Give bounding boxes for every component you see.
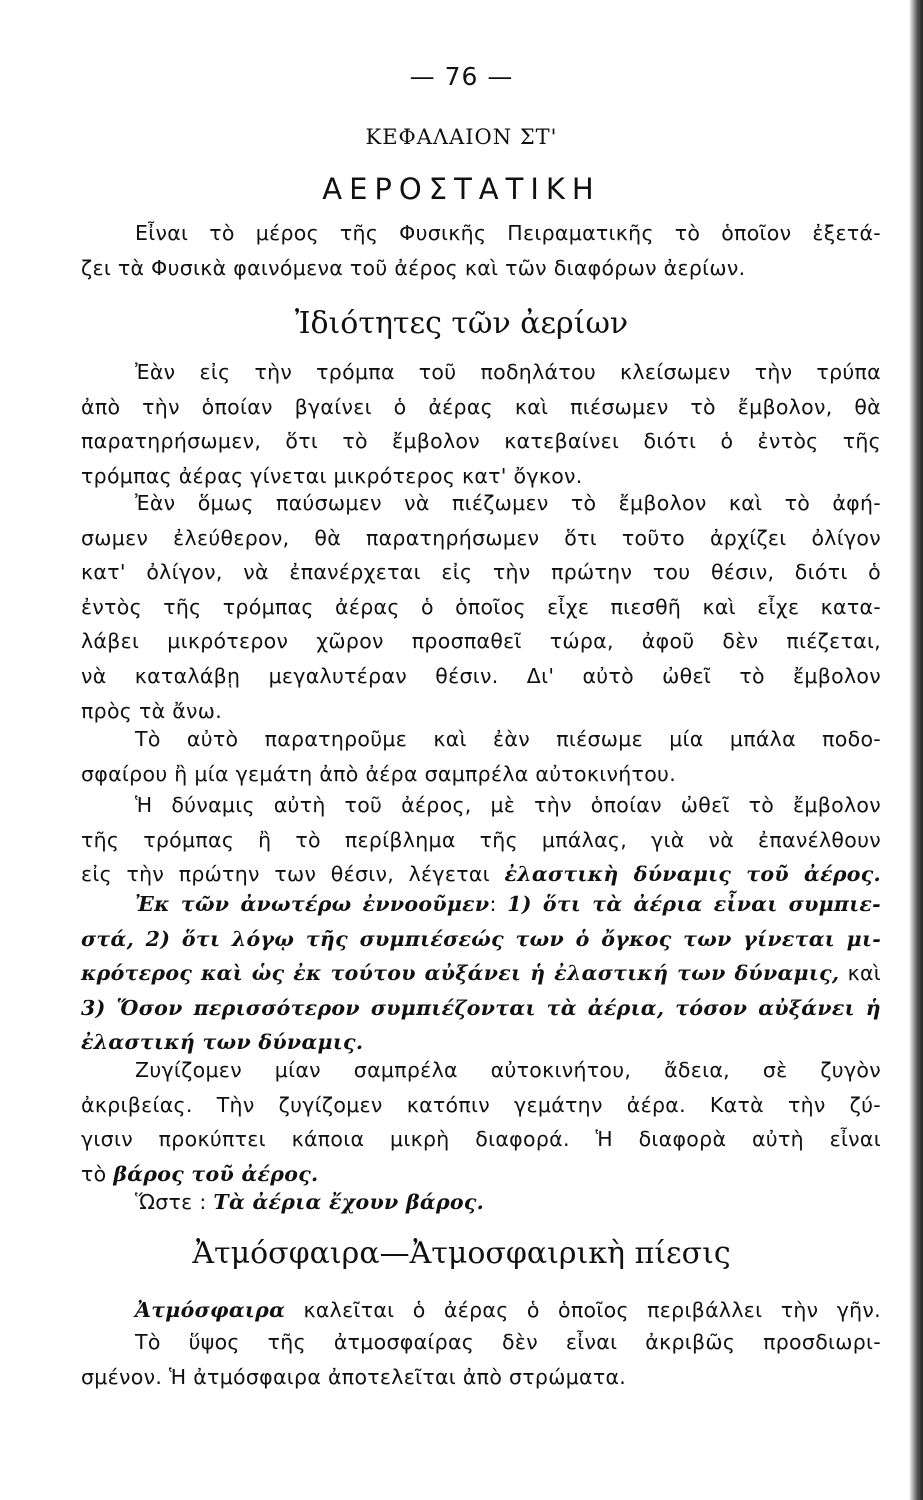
text-line: γισιν προκύπτει κάποια μικρὴ διαφορά. Ἡ διαφορὰ αὐτὴ εἶναι	[81, 1127, 881, 1152]
page-edge-shadow	[909, 0, 923, 1500]
text-plain: καὶ	[847, 961, 881, 986]
section-heading-gas-properties: Ἰδιότητες τῶν ἀερίων	[294, 306, 629, 341]
paragraph-ball	[81, 722, 881, 791]
intro-paragraph	[81, 216, 881, 285]
text-plain: τὸ	[81, 1161, 107, 1186]
text-emphasis: κρότερος καὶ ὡς ἐκ τούτου αὐξάνει ἡ ἐλαστική των δύναμις,	[81, 961, 840, 986]
chapter-label: ΚΕΦΑΛΑΙΟΝ ΣΤ'	[365, 125, 558, 149]
text-line	[81, 956, 881, 991]
paragraph-atmosphere-def	[81, 1293, 881, 1328]
chapter-title: ΑΕΡΟΣΤΑΤΙΚΗ	[322, 172, 601, 206]
text-line: σωμεν ἐλεύθερον, θὰ παρατηρήσωμεν ὅτι τοῦτο ἀρχίζει ὀλίγον	[81, 525, 881, 550]
text-line	[81, 887, 881, 922]
text-emphasis: Ἀτμόσφαιρα	[135, 1298, 286, 1322]
paragraph-weight-conclusion	[81, 1185, 881, 1220]
text-line: τῆς τρόμπας ἢ τὸ περίβλημα τῆς μπάλας, γιὰ νὰ ἐπανέλθουν	[81, 827, 881, 852]
text-line: Τὸ αὐτὸ παρατηροῦμε καὶ ἐὰν πιέσωμε μία μπάλα ποδο-	[135, 727, 881, 751]
text-line: κατ' ὀλίγον, νὰ ἐπανέρχεται εἰς τὴν πρώτην του θέσιν, διότι ὁ	[81, 560, 881, 585]
text-line: ἐλαστική των δύναμις.	[81, 1030, 364, 1055]
text-line: Ἐὰν εἰς τὴν τρόμπα τοῦ ποδηλάτου κλείσωμεν τὴν τρύπα	[135, 360, 881, 384]
text-line: λάβει μικρότερον χῶρον προσπαθεῖ τώρα, ἀφοῦ δὲν πιέζεται,	[81, 629, 881, 654]
paragraph-pump	[81, 355, 881, 493]
text-plain: καλεῖται ὁ ἀέρας ὁ ὁποῖος περιβάλλει τὴν γῆν.	[303, 1298, 881, 1322]
page-number: — 76 —	[409, 62, 514, 91]
text-emphasis: βάρος τοῦ ἀέρος.	[113, 1161, 319, 1186]
text-line: Τὸ ὕψος τῆς ἀτμοσφαίρας δὲν εἶναι ἀκριβῶς προσδιωρι-	[135, 1330, 881, 1354]
section-heading-atmosphere: Ἀτμόσφαιρα—Ἀτμοσφαιρικὴ πίεσις	[192, 1236, 731, 1271]
text-emphasis: ἐλαστικὴ δύναμις τοῦ ἀέρος.	[504, 862, 881, 887]
text-line: ἀπὸ τὴν ὁποίαν βγαίνει ὁ ἀέρας καὶ πιέσωμεν τὸ ἔμβολον, θὰ	[81, 394, 881, 419]
text-plain: εἰς τὴν πρώτην των θέσιν, λέγεται	[81, 862, 490, 887]
text-line	[81, 1185, 881, 1220]
text-emphasis: Τὰ ἀέρια ἔχουν βάρος.	[213, 1190, 485, 1214]
text-line: παρατηρήσωμεν, ὅτι τὸ ἔμβολον κατεβαίνει διότι ὁ ἐντὸς τῆς	[81, 429, 881, 454]
text-line: Ἡ δύναμις αὐτὴ τοῦ ἀέρος, μὲ τὴν ὁποίαν ὠθεῖ τὸ ἔμβολον	[135, 793, 881, 817]
paragraph-atmosphere-height	[81, 1325, 881, 1394]
text-plain: :	[489, 892, 497, 916]
text-line: νὰ καταλάβῃ μεγαλυτέραν θέσιν. Δι' αὐτὸ ὠθεῖ τὸ ἔμβολον	[81, 663, 881, 688]
text-line: 3) Ὅσον περισσότερον συμπιέζονται τὰ ἀέρια, τόσον αὐξάνει ἡ	[81, 995, 881, 1020]
text-line: Ἐὰν ὅμως παύσωμεν νὰ πιέζωμεν τὸ ἔμβολον καὶ τὸ ἀφή-	[135, 491, 881, 515]
text-plain: Ὥστε :	[135, 1190, 207, 1214]
text-line: σφαίρου ἢ μία γεμάτη ἀπὸ ἀέρα σαμπρέλα αὐτοκινήτου.	[81, 761, 677, 786]
paragraph-conclusions	[81, 887, 881, 1060]
text-line: ἐντὸς τῆς τρόμπας ἀέρας ὁ ὁποῖος εἶχε πιεσθῆ καὶ εἶχε κατα-	[81, 594, 881, 619]
text-line: πρὸς τὰ ἄνω.	[81, 698, 223, 723]
text-line: τρόμπας ἀέρας γίνεται μικρότερος κατ' ὄγκον.	[81, 463, 583, 488]
text-line: σμένον. Ἡ ἀτμόσφαιρα ἀποτελεῖται ἀπὸ στρώματα.	[81, 1364, 627, 1389]
text-emphasis: Ἐκ τῶν ἀνωτέρω ἐννοοῦμεν	[135, 892, 490, 916]
text-line: ζει τὰ Φυσικὰ φαινόμενα τοῦ ἀέρος καὶ τῶν διαφόρων ἀερίων.	[81, 255, 746, 280]
text-line	[81, 1293, 881, 1328]
paragraph-release	[81, 486, 881, 728]
text-line: ἀκριβείας. Τὴν ζυγίζομεν κατόπιν γεμάτην ἀέρα. Κατὰ τὴν ζύ-	[81, 1092, 881, 1117]
text-emphasis: 1) ὅτι τὰ ἀέρια εἶναι συμπιε-	[507, 892, 881, 916]
paragraph-weigh	[81, 1053, 881, 1191]
text-line: Ζυγίζομεν μίαν σαμπρέλα αὐτοκινήτου, ἄδεια, σὲ ζυγὸν	[135, 1058, 881, 1082]
text-line: Εἶναι τὸ μέρος τῆς Φυσικῆς Πειραματικῆς τὸ ὁποῖον ἐξετά-	[135, 221, 881, 245]
text-line: στά, 2) ὅτι λόγῳ τῆς συμπιέσεώς των ὁ ὄγκος των γίνεται μι-	[81, 926, 881, 951]
paragraph-elastic-force	[81, 788, 881, 892]
